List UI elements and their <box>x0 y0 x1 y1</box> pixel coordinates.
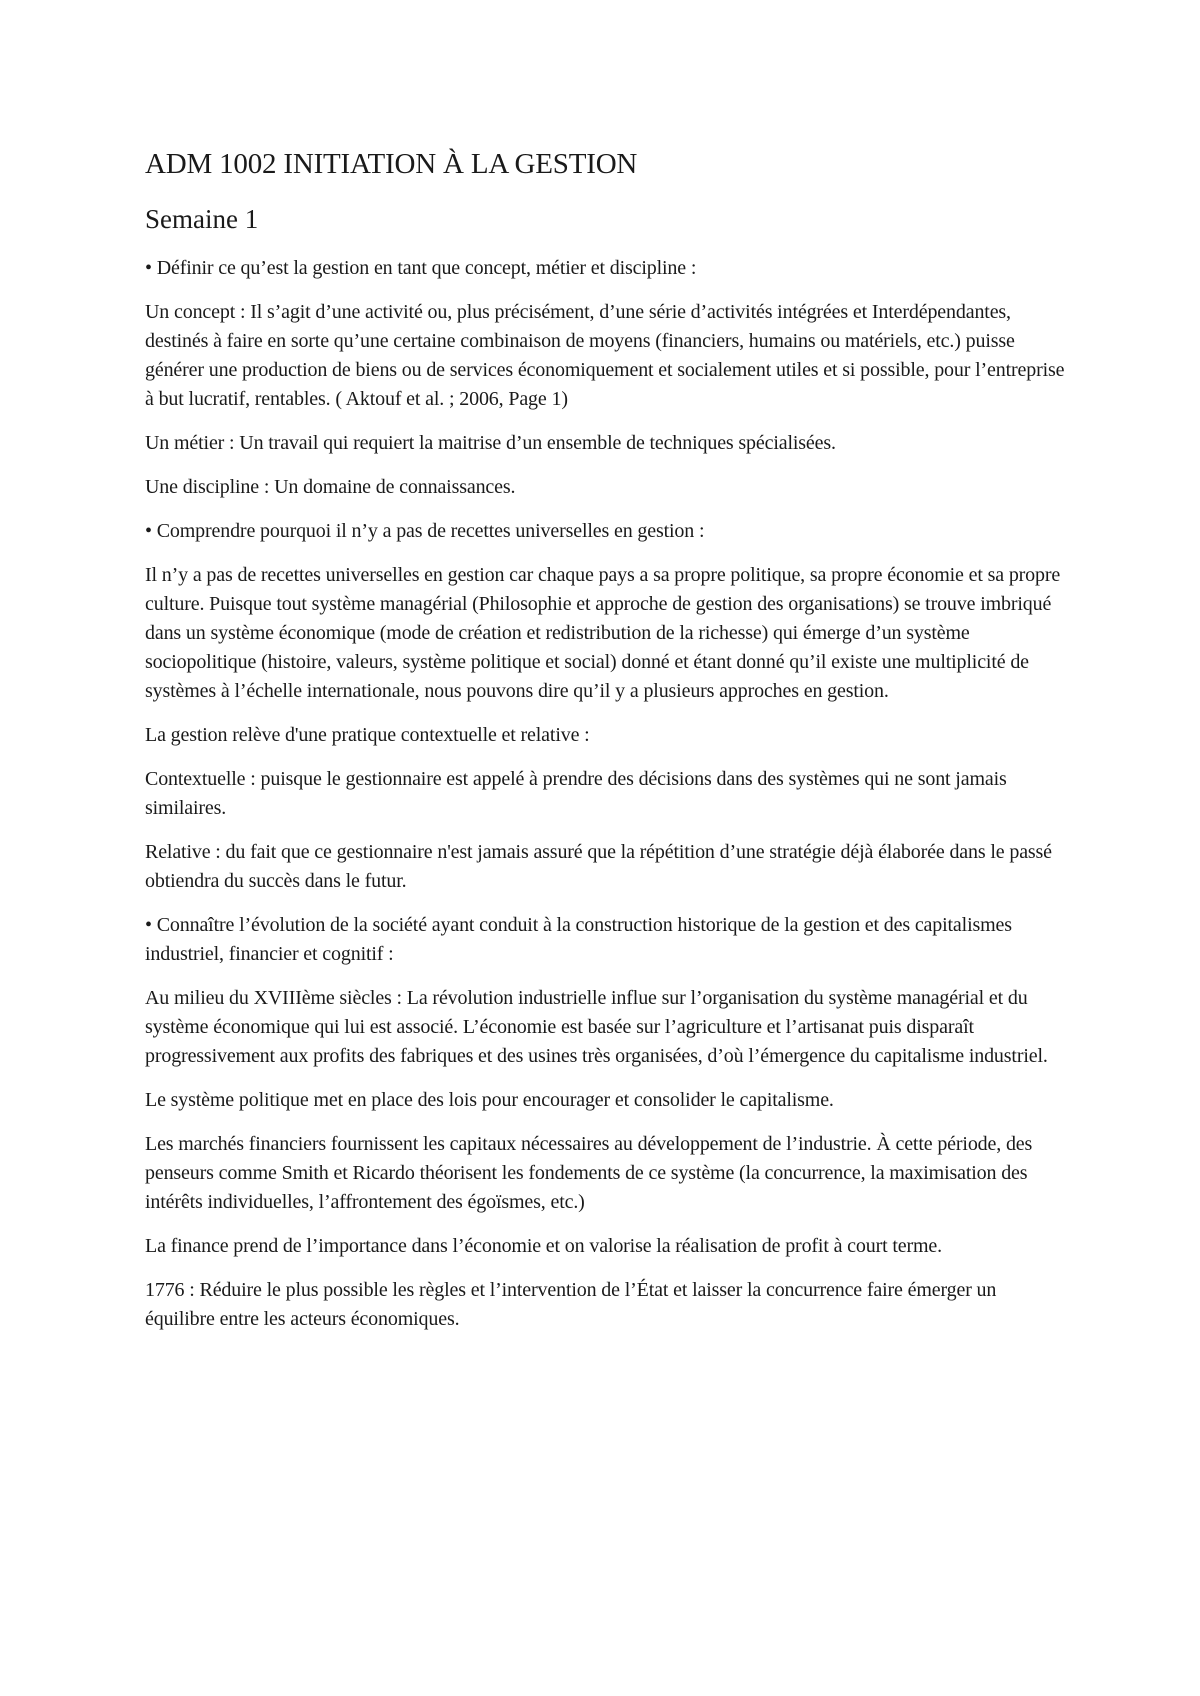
concept-paragraph: Un concept : Il s’agit d’une activité ou, plus précisément, d’une série d’activités intégrées et Interdépendantes, destinés à faire en sorte qu’une certaine combinaison de moyens (financiers, humains ou matériels, etc.) puisse générer une production de biens ou de services économiquement et socialement utiles et si possible, pour l’entreprise à but lucratif, rentables. ( Aktouf et al. ; 2006, Page 1) <box>145 301 1065 410</box>
discipline-paragraph: Une discipline : Un domaine de connaissances. <box>145 476 516 498</box>
document-title: ADM 1002 INITIATION À LA GESTION <box>145 148 638 180</box>
bullet-evolution-heading: • Connaître l’évolution de la société ayant conduit à la construction historique de la gestion et des capitalismes industriel, financier et cognitif : <box>145 914 1012 965</box>
bullet-recettes-heading: • Comprendre pourquoi il n’y a pas de recettes universelles en gestion : <box>145 520 705 542</box>
pratique-paragraph: La gestion relève d'une pratique contextuelle et relative : <box>145 724 590 746</box>
finance-paragraph: La finance prend de l’importance dans l’économie et on valorise la réalisation de profit à court terme. <box>145 1235 942 1257</box>
year-1776-paragraph: 1776 : Réduire le plus possible les règles et l’intervention de l’État et laisser la concurrence faire émerger un équilibre entre les acteurs économiques. <box>145 1279 997 1330</box>
contextuelle-paragraph: Contextuelle : puisque le gestionnaire est appelé à prendre des décisions dans des systèmes qui ne sont jamais similaires. <box>145 768 1007 819</box>
metier-paragraph: Un métier : Un travail qui requiert la maitrise d’un ensemble de techniques spécialisées. <box>145 432 836 454</box>
marches-financiers-paragraph: Les marchés financiers fournissent les capitaux nécessaires au développement de l’industrie. À cette période, des penseurs comme Smith et Ricardo théorisent les fondements de ce système (la concurrence, la maximisation des intérêts individuelles, l’affrontement des égoïsmes, etc.) <box>145 1133 1033 1213</box>
section-heading: Semaine 1 <box>145 204 259 234</box>
xviii-paragraph: Au milieu du XVIIIème siècles : La révolution industrielle influe sur l’organisation du système managérial et du système économique qui lui est associé. L’économie est basée sur l’agriculture et l’artisanat puis disparaît progressivement aux profits des fabriques et des usines très organisées, d’où l’émergence du capitalisme industriel. <box>145 987 1048 1067</box>
systeme-politique-paragraph: Le système politique met en place des lois pour encourager et consolider le capitalisme. <box>145 1089 834 1111</box>
document-body <box>145 146 1065 1349</box>
bullet-definition-heading: • Définir ce qu’est la gestion en tant que concept, métier et discipline : <box>145 257 697 279</box>
recettes-paragraph: Il n’y a pas de recettes universelles en gestion car chaque pays a sa propre politique, sa propre économie et sa propre culture. Puisque tout système managérial (Philosophie et approche de gestion des organisations) se trouve imbriqué dans un système économique (mode de création et redistribution de la richesse) qui émerge d’un système sociopolitique (histoire, valeurs, système politique et social) donné et étant donné qu’il existe une multiplicité de systèmes à l’échelle internationale, nous pouvons dire qu’il y a plusieurs approches en gestion. <box>145 564 1061 702</box>
relative-paragraph: Relative : du fait que ce gestionnaire n'est jamais assuré que la répétition d’une stratégie déjà élaborée dans le passé obtiendra du succès dans le futur. <box>145 841 1052 892</box>
